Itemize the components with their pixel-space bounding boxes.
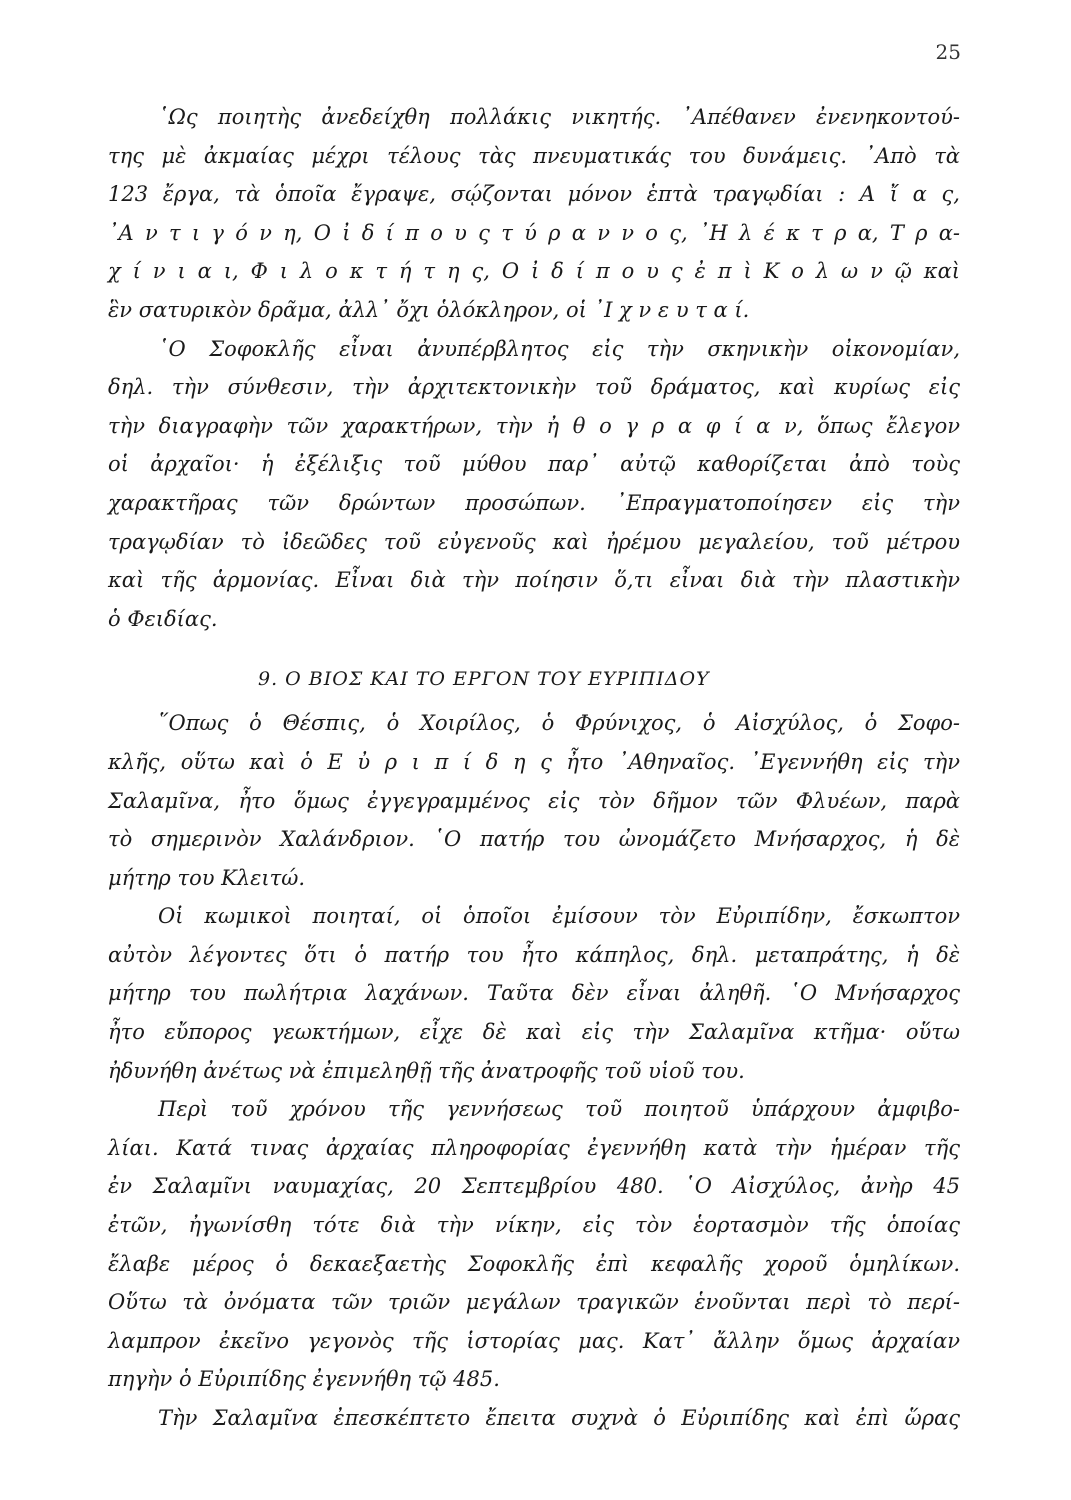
- paragraph-sophocles-style: [108, 330, 960, 639]
- text-line: ἐν Σαλαμῖνι ναυμαχίας, 20 Σεπτεμβρίου 480. ῾Ο Αἰσχύλος, ἀνὴρ 45: [108, 1174, 960, 1199]
- paragraph-comic-poets: [108, 897, 960, 1090]
- text-line: Οἱ κωμικοὶ ποιηταί, οἱ ὁποῖοι ἐμίσουν τὸν Εὐριπίδην, ἔσκωπτον: [158, 904, 960, 929]
- text-line: λίαι. Κατά τινας ἀρχαίας πληροφορίας ἐγεννήθη κατὰ τὴν ἡμέραν τῆς: [108, 1135, 960, 1160]
- text-line: τὸ σημερινὸν Χαλάνδριον. ῾Ο πατήρ του ὠνομάζετο Μνήσαρχος, ἡ δὲ: [108, 827, 960, 852]
- text-line: ᾿Α ν τ ι γ ό ν η, Ο ἰ δ ί π ο υ ς τ ύ ρ α ν ν ο ς, ᾿Η λ έ κ τ ρ α, Τ ρ α-: [108, 220, 960, 245]
- text-line: μήτηρ του πωλήτρια λαχάνων. Ταῦτα δὲν εἶναι ἀληθῆ. ῾Ο Μνήσαρχος: [108, 981, 960, 1006]
- paragraph-sophocles-works: [108, 98, 960, 330]
- text-line: ῾Ως ποιητὴς ἀνεδείχθη πολλάκις νικητής. ᾿Απέθανεν ἐνενηκοντού-: [158, 105, 960, 129]
- text-line: ἓν σατυρικὸν δρᾶμα, ἀλλ᾿ ὄχι ὁλόκληρον, οἱ ᾿Ι χ ν ε υ τ α ί.: [108, 297, 750, 322]
- text-line: 123 ἔργα, τὰ ὁποῖα ἔγραψε, σῴζονται μόνον ἑπτὰ τραγῳδίαι : Α ἴ α ς,: [108, 182, 960, 207]
- text-line: Οὕτω τὰ ὀνόματα τῶν τριῶν μεγάλων τραγικῶν ἑνοῦνται περὶ τὸ περί-: [108, 1290, 960, 1315]
- paragraph-birth-date: [108, 1090, 960, 1399]
- text-line: τὴν διαγραφὴν τῶν χαρακτήρων, τὴν ἠ θ ο γ ρ α φ ί α ν, ὅπως ἔλεγον: [108, 413, 960, 438]
- text-line: λαμπρον ἐκεῖνο γεγονὸς τῆς ἱστορίας μας. Κατ᾿ ἄλλην ὅμως ἀρχαίαν: [108, 1328, 960, 1353]
- text-line: ὁ Φειδίας.: [108, 606, 218, 631]
- text-line: ῾Ο Σοφοκλῆς εἶναι ἀνυπέρβλητος εἰς τὴν σκηνικὴν οἰκονομίαν,: [158, 336, 960, 361]
- text-line: χαρακτῆρας τῶν δρώντων προσώπων. ᾿Επραγματοποίησεν εἰς τὴν: [108, 490, 960, 515]
- text-line: αὐτὸν λέγοντες ὅτι ὁ πατήρ του ἦτο κάπηλος, δηλ. μεταπράτης, ἡ δὲ: [108, 942, 960, 967]
- text-line: καὶ τῆς ἁρμονίας. Εἶναι διὰ τὴν ποίησιν ὅ,τι εἶναι διὰ τὴν πλαστικὴν: [108, 568, 960, 593]
- text-line: ἐτῶν, ἠγωνίσθη τότε διὰ τὴν νίκην, εἰς τὸν ἑορτασμὸν τῆς ὁποίας: [108, 1213, 960, 1238]
- text-line: μήτηρ του Κλειτώ.: [108, 865, 306, 890]
- text-line: πηγὴν ὁ Εὐριπίδης ἐγεννήθη τῷ 485.: [108, 1367, 500, 1392]
- page-number: 25: [935, 40, 961, 64]
- text-line: οἱ ἀρχαῖοι· ἡ ἐξέλιξις τοῦ μύθου παρ᾿ αὐτῷ καθορίζεται ἀπὸ τοὺς: [108, 452, 960, 477]
- text-line: ἔλαβε μέρος ὁ δεκαεξαετὴς Σοφοκλῆς ἐπὶ κεφαλῆς χοροῦ ὁμηλίκων.: [108, 1251, 960, 1276]
- text-line: Περὶ τοῦ χρόνου τῆς γεννήσεως τοῦ ποιητοῦ ὑπάρχουν ἀμφιβο-: [158, 1097, 960, 1122]
- text-line: ἦτο εὔπορος γεωκτήμων, εἶχε δὲ καὶ εἰς τὴν Σαλαμῖνα κτῆμα· οὕτω: [108, 1020, 960, 1045]
- paragraph-euripides-origin: [108, 704, 960, 897]
- text-line: κλῆς, οὕτω καὶ ὁ Ε ὐ ρ ι π ί δ η ς ἦτο ᾿Αθηναῖος. ᾿Εγεννήθη εἰς τὴν: [108, 749, 960, 774]
- text-line: Σαλαμῖνα, ἦτο ὅμως ἐγγεγραμμένος εἰς τὸν δῆμον τῶν Φλυέων, παρὰ: [108, 788, 960, 813]
- text-line: ἠδυνήθη ἀνέτως νὰ ἐπιμεληθῇ τῆς ἀνατροφῆς τοῦ υἱοῦ του.: [108, 1058, 745, 1083]
- text-line: δηλ. τὴν σύνθεσιν, τὴν ἀρχιτεκτονικὴν τοῦ δράματος, καὶ κυρίως εἰς: [108, 375, 960, 400]
- text-line: ῞Οπως ὁ Θέσπις, ὁ Χοιρίλος, ὁ Φρύνιχος, ὁ Αἰσχύλος, ὁ Σοφο-: [158, 711, 960, 736]
- text-line: της μὲ ἀκμαίας μέχρι τέλους τὰς πνευματικάς του δυνάμεις. ᾿Απὸ τὰ: [108, 143, 960, 168]
- paragraph-salamis-visits: [108, 1399, 960, 1438]
- text-line: χ ί ν ι α ι, Φ ι λ ο κ τ ή τ η ς, Ο ἰ δ ί π ο υ ς ἐ π ὶ Κ ο λ ω ν ῷ καὶ: [108, 259, 960, 284]
- text-line: τραγῳδίαν τὸ ἰδεῶδες τοῦ εὐγενοῦς καὶ ἠρέμου μεγαλείου, τοῦ μέτρου: [108, 529, 960, 554]
- text-body: [108, 98, 960, 1438]
- text-line: Τὴν Σαλαμῖνα ἐπεσκέπτετο ἔπειτα συχνὰ ὁ Εὐριπίδης καὶ ἐπὶ ὥρας: [158, 1406, 960, 1430]
- section-heading: 9. Ο ΒΙΟΣ ΚΑΙ ΤΟ ΕΡΓΟΝ ΤΟΥ ΕΥΡΙΠΙΔΟΥ: [258, 668, 710, 691]
